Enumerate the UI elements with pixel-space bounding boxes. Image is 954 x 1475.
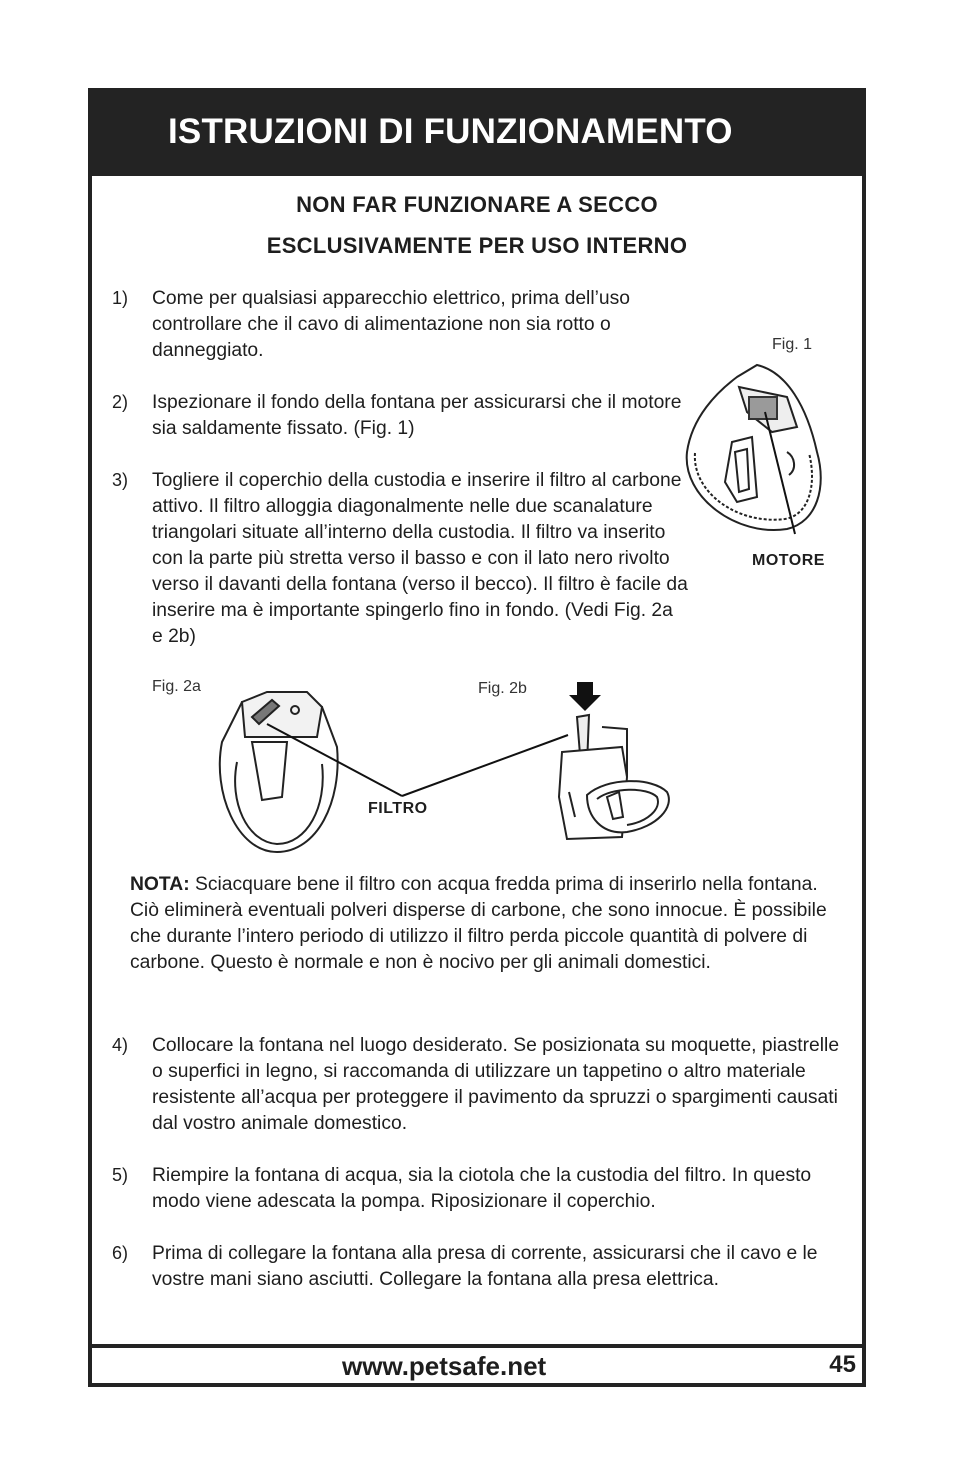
warning-indoor-only: ESCLUSIVAMENTE PER USO INTERNO (266, 233, 688, 258)
step-number: 1) (112, 288, 129, 308)
fig2a-caption: Fig. 2a (152, 678, 201, 695)
step-number: 5) (112, 1165, 129, 1185)
step-text: Come per qualsiasi apparecchio elettrico, prima dell’uso controllare che il cavo di alimentazione non sia rotto o danneggiato. (152, 288, 630, 361)
step-number: 3) (112, 470, 129, 490)
step-text: Prima di collegare la fontana alla presa di corrente, assicurarsi che il cavo e le vostre mani siano asciutti. Collegare la fontana alla presa elettrica. (152, 1243, 818, 1290)
step-text: Riempire la fontana di acqua, sia la ciotola che la custodia del filtro. In questo modo viene adescata la pompa. Riposizionare il coperchio. (152, 1165, 812, 1212)
warning-dry-run: NON FAR FUNZIONARE A SECCO (296, 192, 658, 217)
step-text: Togliere il coperchio della custodia e inserire il filtro al carbone attivo. Il filtro alloggia diagonalmente nelle due scanalature triangolari situate all’interno della custodia. Il filtro va inserito con la parte più stretta verso il basso e con il lato nero rivolto verso il davanti della fontana (verso il becco). Il filtro è facile da inserire ma è importante spingerlo fino in fondo. (Vedi Fig. 2a e 2b) (152, 470, 688, 647)
motor-label: MOTORE (752, 552, 825, 569)
filter-label: FILTRO (368, 800, 428, 817)
step-text: Ispezionare il fondo della fontana per assicurarsi che il motore sia saldamente fissato. (Fig. 1) (152, 392, 682, 439)
page-title: ISTRUZIONI DI FUNZIONAMENTO (168, 112, 733, 151)
step-number: 6) (112, 1243, 129, 1263)
step-number: 2) (112, 392, 129, 412)
fig2b-caption: Fig. 2b (478, 680, 527, 697)
page-frame (88, 88, 866, 1387)
note-label: NOTA: (130, 874, 190, 895)
footer-divider (92, 1344, 862, 1348)
website-url: www.petsafe.net (342, 1351, 547, 1381)
step-text: Collocare la fontana nel luogo desiderato. Se posizionata su moquette, piastrelle o superfici in legno, si raccomanda di utilizzare un tappetino o altro materiale resistente all’acqua per proteggere il pavimento da spruzzi o spargimenti causati dal vostro animale domestico. (152, 1035, 840, 1134)
fig1-caption: Fig. 1 (772, 336, 813, 353)
note-text: Sciacquare bene il filtro con acqua fredda prima di inserirlo nella fontana. Ciò eliminerà eventuali polveri disperse di carbone, che sono innocue. È possibile che durante l’intero periodo di utilizzo il filtro perda piccole quantità di polvere di carbone. Questo è normale e non è nocivo per gli animali domestici. (130, 874, 827, 973)
page-number: 45 (829, 1351, 856, 1378)
note-block (130, 872, 830, 976)
step-number: 4) (112, 1035, 129, 1055)
